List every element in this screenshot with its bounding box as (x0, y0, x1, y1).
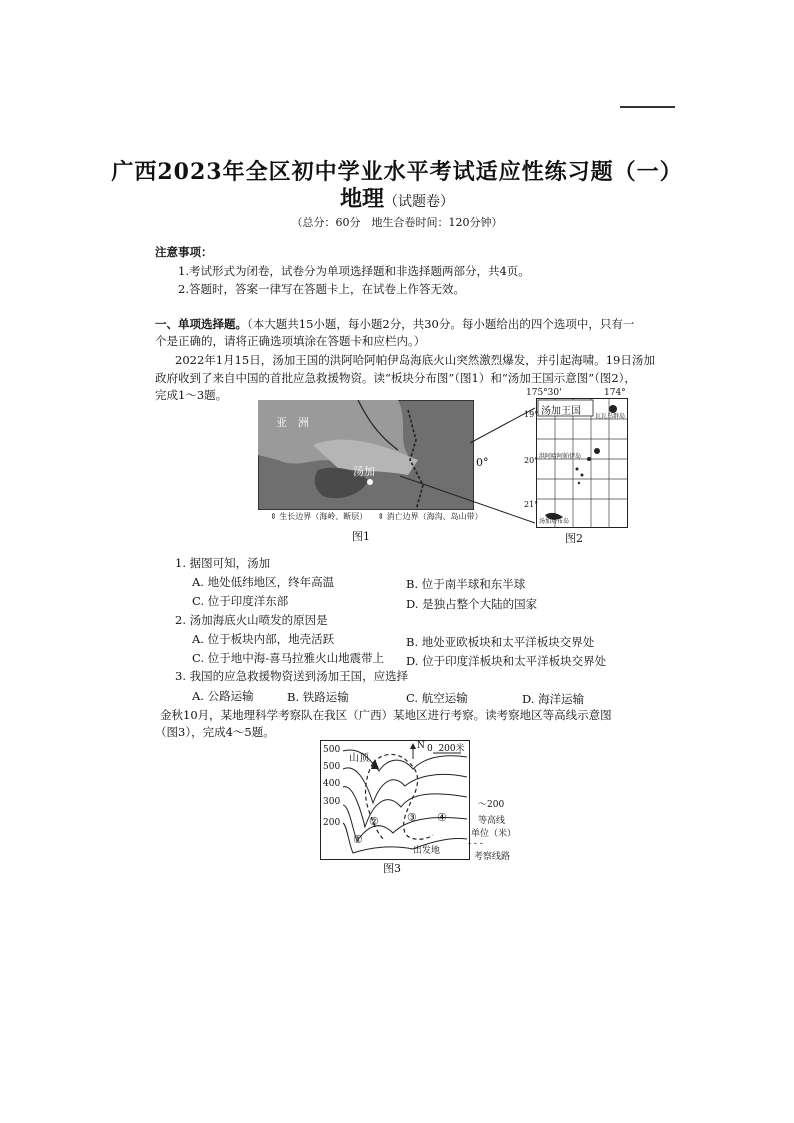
subject-name: 地理 (339, 186, 384, 212)
fig3-legend-contour (478, 797, 504, 810)
section1-instr-1: （本大题共15小题，每小题2分，共30分。每小题给出的四个选项中，只有一 (247, 317, 635, 331)
fig2-lat-19: 19° (524, 410, 539, 419)
passage2-line-1: 金秋10月，某地理科学考察队在我区（广西）某地区进行考察。读考察地区等高线示意图 (160, 708, 612, 722)
fig3-marker-2: ② (369, 815, 379, 828)
fig2-island-bottom: 汤加塔布岛 (539, 518, 570, 525)
subject-title (0, 182, 794, 213)
notes-heading: 注意事项： (155, 245, 213, 259)
note-item-2: 2.答题时，答案一律写在答题卡上，在试卷上作答无效。 (178, 282, 465, 296)
legend-growth-icon: ⇕ (270, 512, 277, 521)
q3-option-a: A. 公路运输 (192, 689, 254, 703)
fig3-legend-unit: 单位（米） (471, 829, 517, 839)
figure1-caption: 图1 (352, 530, 370, 543)
label-equator: 0° (476, 456, 489, 469)
passage1-line-1: 2022年1月15日，汤加王国的洪阿哈阿帕伊岛海底火山突然激烈爆发，并引起海啸。19日汤加 (175, 353, 655, 367)
q1-option-a: A. 地处低纬地区，终年高温 (192, 575, 335, 589)
passage2-line-2: （图3），完成4～5题。 (155, 725, 275, 739)
legend-subduct-icon: ⇕ (377, 512, 385, 521)
contour-graphic (321, 741, 469, 859)
fig3-contour-400: 400 (323, 779, 341, 789)
q2-option-a: A. 位于板块内部，地壳活跃 (192, 632, 335, 646)
figure2-caption: 图2 (565, 532, 583, 545)
fig3-contour-500: 500 (323, 745, 341, 755)
label-tonga: 汤加 (353, 465, 375, 478)
fig2-island-mid: 洪阿哈阿帕伊岛 (539, 453, 582, 460)
fig3-scale: 0 200米 (427, 744, 465, 754)
exam-title: 广西2023年全区初中学业水平考试适应性练习题（一） (111, 159, 683, 185)
fig2-lon-right: 174° (604, 388, 626, 398)
fig3-start: 出发地 (413, 846, 441, 856)
scan-mark-line (620, 106, 675, 108)
q3-option-c: C. 航空运输 (406, 691, 468, 705)
fig2-lat-21: 21° (524, 500, 539, 509)
figure2-tonga-map (536, 398, 628, 528)
fig2-lat-20: 20° (524, 456, 539, 465)
fig3-contour-300: 300 (323, 797, 341, 807)
exam-meta: （总分：60分 地生合卷时间：120分钟） (291, 216, 503, 229)
q1-stem: 1. 据图可知，汤加 (175, 556, 271, 570)
q1-option-b: B. 位于南半球和东半球 (406, 577, 526, 591)
section1-heading: 一、单项选择题。 (155, 317, 247, 331)
paper-type: （试题卷） (384, 194, 454, 210)
q3-option-d: D. 海洋运输 (522, 692, 585, 706)
q2-option-b: B. 地处亚欧板块和太平洋板块交界处 (406, 635, 595, 649)
q1-option-c: C. 位于印度洋东部 (192, 594, 289, 608)
fig2-lon-left: 175°30' (526, 388, 562, 398)
section1-instructions (155, 316, 634, 333)
fig2-island-top: 瓦瓦乌群岛 (595, 413, 626, 420)
fig3-marker-4: ④ (437, 811, 447, 824)
q3-stem: 3. 我国的应急救援物资送到汤加王国，应选择 (175, 669, 409, 683)
q3-option-b: B. 铁路运输 (287, 690, 349, 704)
note-item-1: 1.考试形式为闭卷，试卷分为单项选择题和非选择题两部分，共4页。 (178, 264, 530, 278)
fig3-summit: 山顶 (349, 753, 369, 764)
q2-option-c: C. 位于地中海-喜马拉雅火山地震带上 (192, 651, 385, 665)
q2-stem: 2. 汤加海底火山喷发的原因是 (175, 613, 328, 627)
passage1-line-3: 完成1～3题。 (155, 388, 228, 402)
q1-option-d: D. 是独占整个大陆的国家 (406, 597, 538, 611)
legend-contour-value: 200 (487, 800, 505, 810)
passage1-line-2: 政府收到了来自中国的首批应急救援物资。读“板块分布图”（图1）和“汤加王国示意图”（图2）， (155, 371, 636, 385)
legend-contour-line: ～ (478, 800, 488, 810)
fig3-marker-3: ③ (407, 811, 417, 824)
fig3-contour-200: 200 (323, 818, 341, 828)
fig3-north: N (417, 741, 425, 751)
figure-connector-lines (340, 398, 540, 528)
figure1-legend (270, 511, 483, 522)
section1-instr-2: 个是正确的，请将正确选项填涂在答题卡和应栏内。） (155, 334, 426, 348)
figure3-contour-map (320, 740, 470, 860)
fig3-legend-route: 考察线路 (474, 852, 511, 862)
legend-growth: 生长边界（海岭、断层） (279, 512, 368, 521)
fig3-marker-1: ① (353, 833, 363, 846)
q2-option-d: D. 位于印度洋板块和太平洋板块交界处 (406, 654, 607, 668)
fig2-title: 汤加王国 (541, 406, 581, 417)
figure3-caption: 图3 (383, 862, 401, 875)
legend-subduct: 消亡边界（海沟、岛山带） (386, 512, 483, 521)
fig3-contour-500b: 500 (323, 762, 341, 772)
fig3-legend-contour-label: 等高线 (478, 816, 506, 826)
label-asia: 亚 洲 (276, 416, 309, 429)
fig3-legend-route-line: - - - (468, 839, 483, 849)
